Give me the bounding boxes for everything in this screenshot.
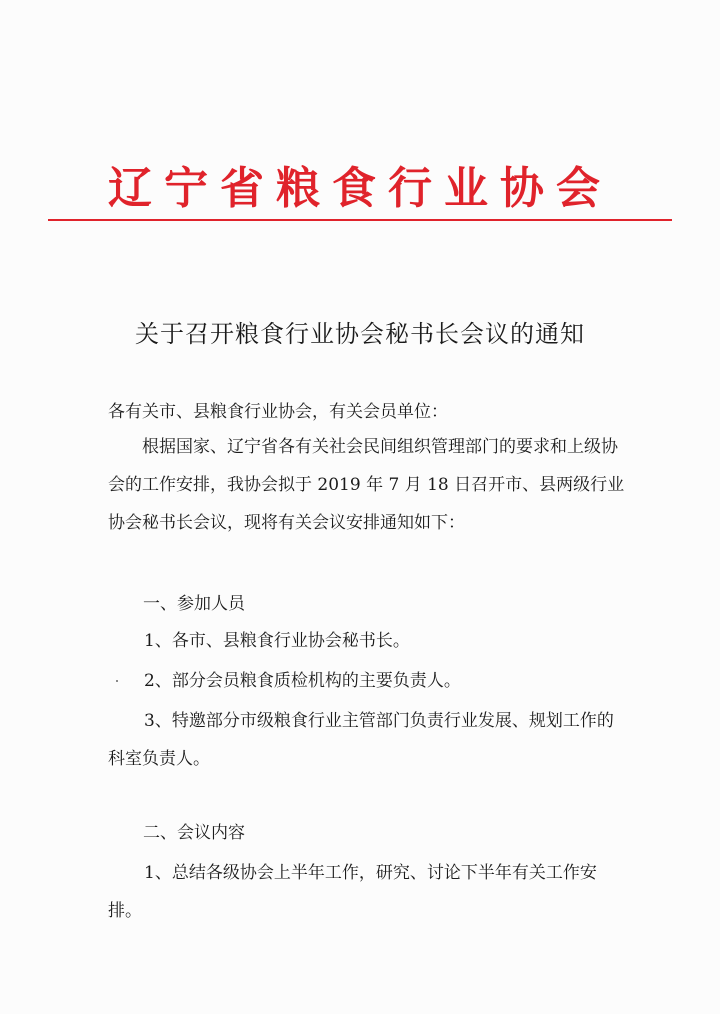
- salutation: 各有关市、县粮食行业协会，有关会员单位：: [108, 402, 448, 422]
- letterhead-red-rule: [48, 219, 672, 221]
- section-heading-attendees: 一、参加人员: [143, 594, 245, 614]
- content-item: 1、总结各级协会上半年工作，研究、讨论下半年有关工作安排。: [108, 863, 597, 921]
- document-title: 关于召开粮食行业协会秘书长会议的通知: [135, 320, 585, 348]
- attendee-item: 1、各市、县粮食行业协会秘书长。: [144, 631, 410, 651]
- letterhead-org-name: 辽宁省粮食行业协会: [108, 163, 612, 214]
- intro-paragraph: 根据国家、辽宁省各有关社会民间组织管理部门的要求和上级协会的工作安排，我协会拟于 2019 年 7 月 18 日召开市、县两级行业协会秘书长会议，现将有关会议安排通知如下：: [108, 437, 625, 533]
- scan-speck: [116, 680, 118, 682]
- section-heading-content: 二、会议内容: [143, 823, 245, 843]
- attendee-item: 2、部分会员粮食质检机构的主要负责人。: [144, 671, 461, 691]
- attendee-item: 3、特邀部分市级粮食行业主管部门负责行业发展、规划工作的科室负责人。: [108, 711, 614, 769]
